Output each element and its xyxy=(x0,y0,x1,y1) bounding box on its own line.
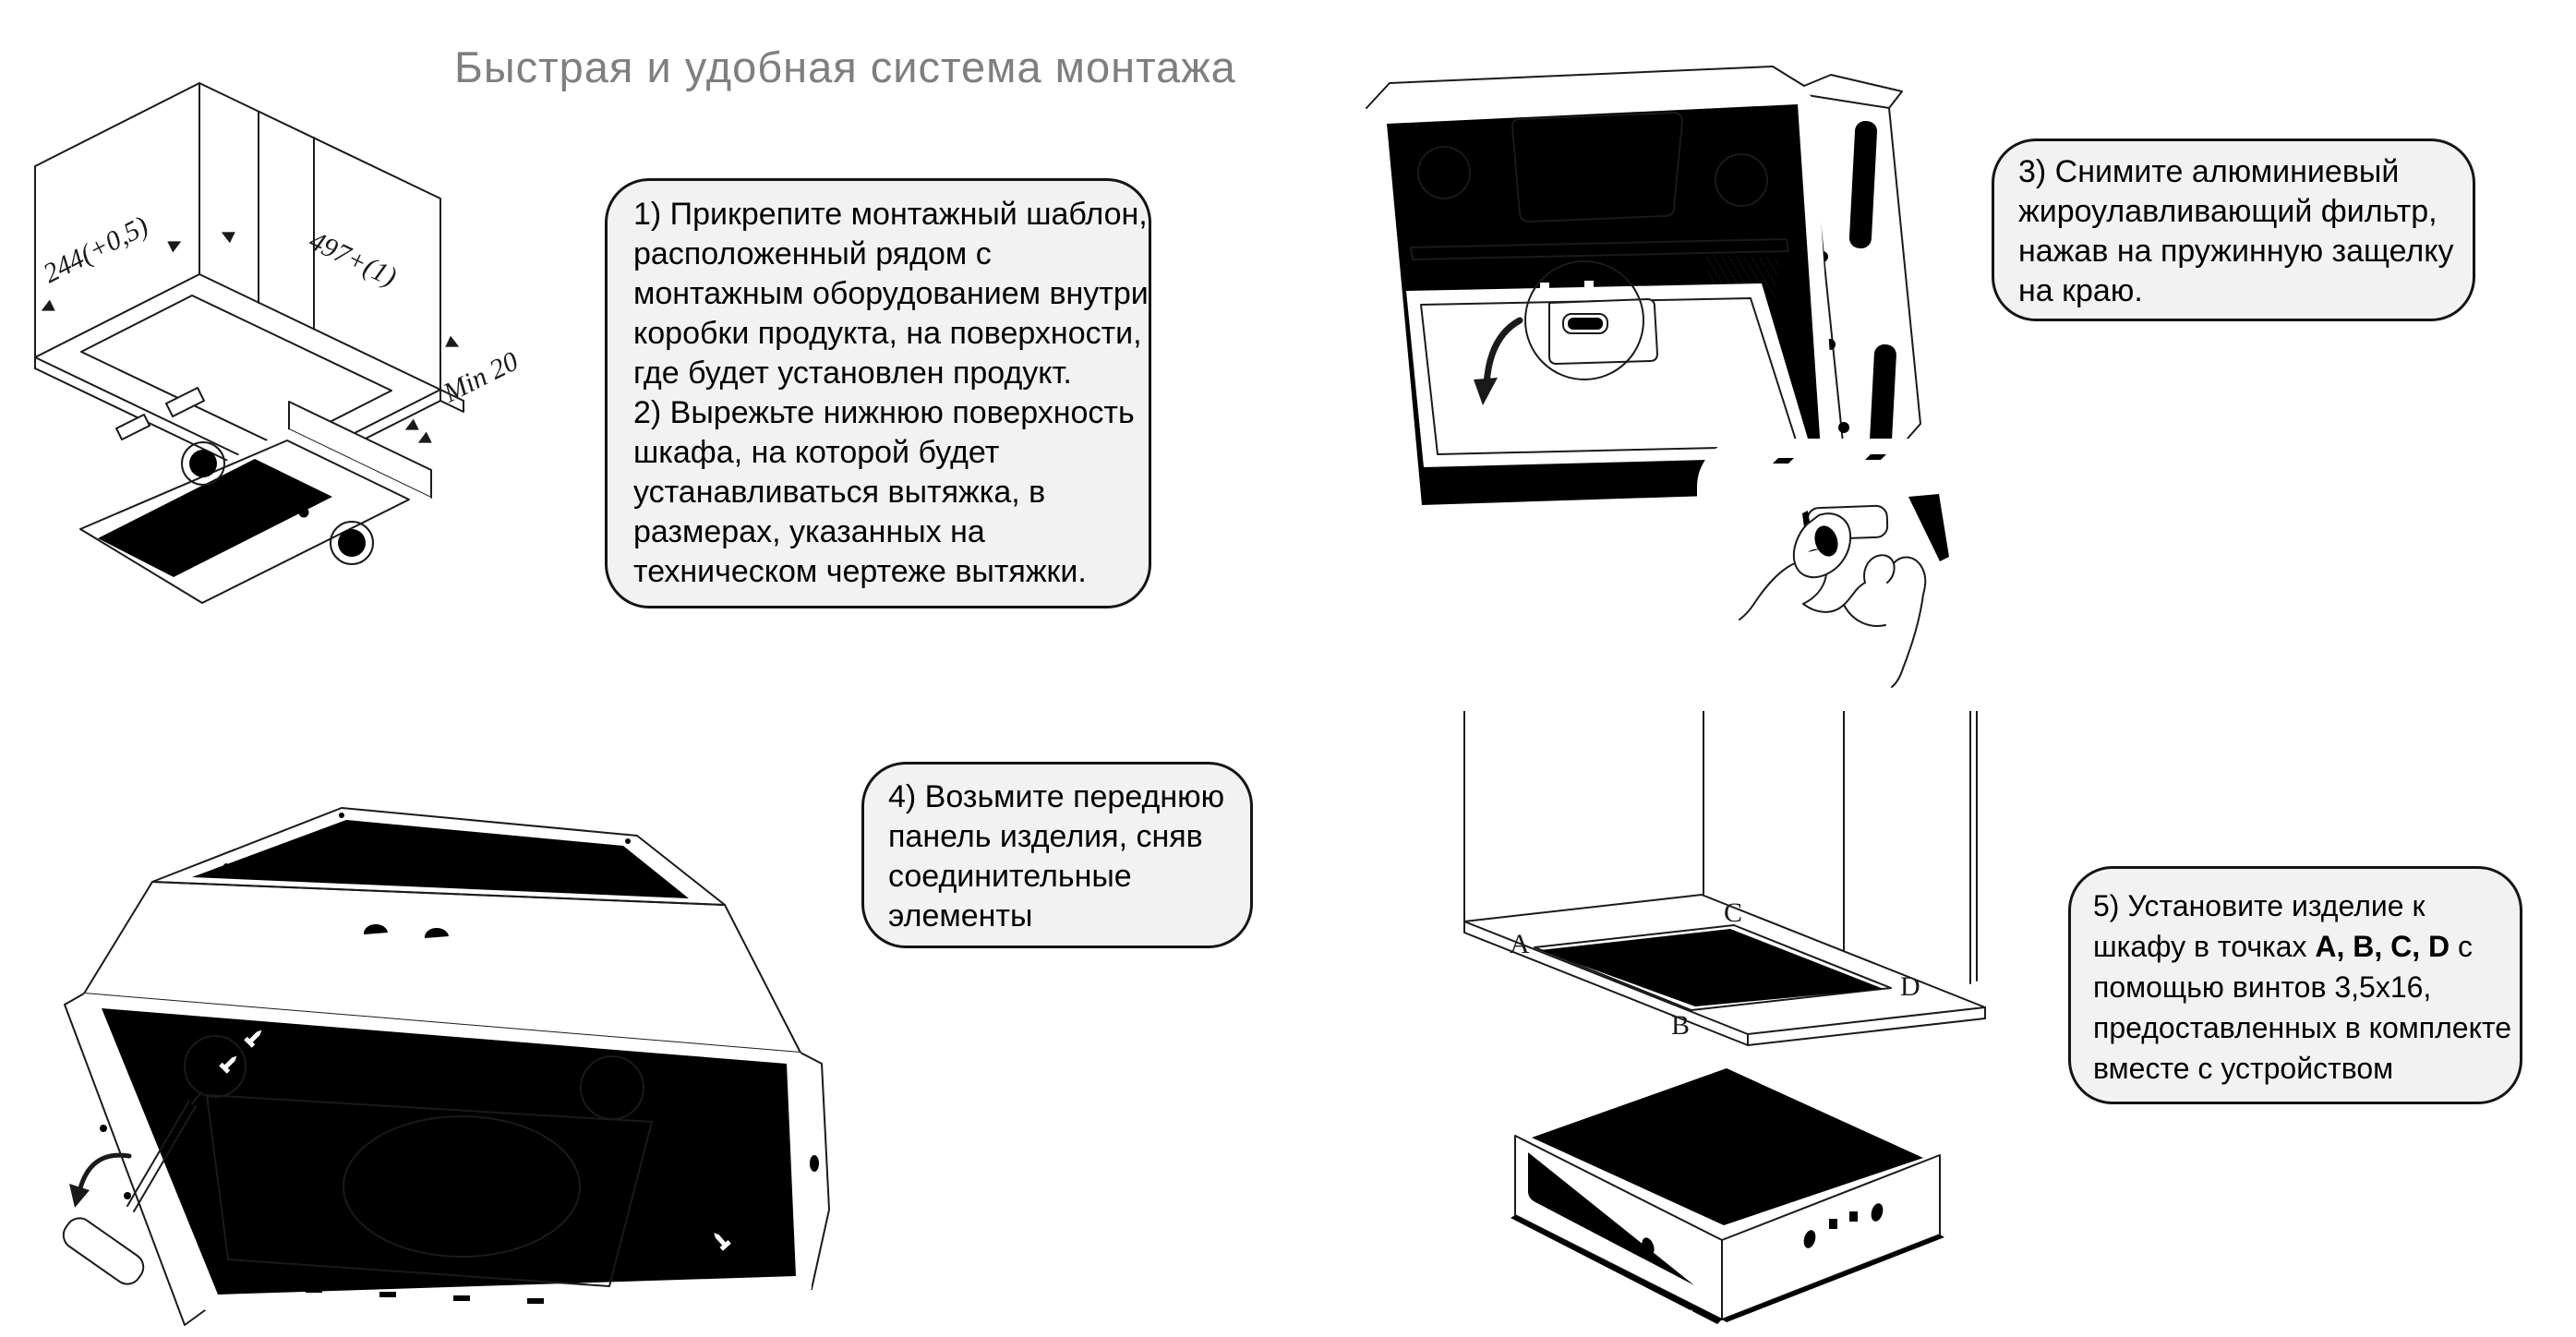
callout-step3 xyxy=(1992,139,2475,321)
callout-line: предоставленных в комплекте xyxy=(2093,1011,2512,1044)
callout-line: помощью винтов 3,5х16, xyxy=(2093,970,2432,1004)
callout-line: коробки продукта, на поверхности, xyxy=(633,316,1142,351)
callout-line: размерах, указанных на xyxy=(633,514,985,549)
callout-step5 xyxy=(2068,866,2522,1104)
dimension-min-gap-label: Min 20 xyxy=(438,345,524,409)
diagram-step4-front-panel xyxy=(37,729,859,1337)
callout-line: расположенный рядом с xyxy=(633,236,992,271)
hood-top-lid xyxy=(152,808,725,905)
callout-text: шкафу в точках xyxy=(2093,930,2316,963)
callout-line: панель изделия, сняв xyxy=(888,819,1203,854)
callout-line: где будет установлен продукт. xyxy=(633,355,1072,391)
cutout-outline xyxy=(1535,925,1891,1010)
diagram-step3-filter-removal xyxy=(1339,32,2040,711)
page-title: Быстрая и удобная система монтажа xyxy=(454,42,1236,91)
callout-line: 3) Снимите алюминиевый xyxy=(2018,154,2400,189)
callout-line: техническом чертеже вытяжки. xyxy=(633,554,1087,589)
callout-step4 xyxy=(861,762,1253,948)
callout-line: вместе с устройством xyxy=(2093,1052,2394,1085)
dimension-width-label: 497+(1) xyxy=(304,224,402,293)
callout-line: 5) Установите изделие к xyxy=(2093,889,2426,922)
point-a-label: A xyxy=(1510,929,1530,959)
callout-step1-2 xyxy=(605,178,1151,608)
hood-housing xyxy=(1511,1057,1944,1324)
mounting-points-text: A, B, C, D xyxy=(2315,930,2450,963)
callout-line: элементы xyxy=(888,898,1033,933)
callout-line: устанавливаться вытяжка, в xyxy=(633,475,1046,510)
dimension-depth-label: 244(+0,5) xyxy=(38,210,153,290)
callout-line: жироулавливающий фильтр, xyxy=(2018,194,2438,229)
diagram-step5-mounting-points xyxy=(1436,711,2124,1337)
callout-text: с xyxy=(2450,930,2474,963)
diagram-step1-cabinet-cutout xyxy=(28,78,619,725)
callout-line: шкафа, на которой будет xyxy=(633,435,1000,470)
callout-line: соединительные xyxy=(888,859,1132,894)
callout-line: 1) Прикрепите монтажный шаблон, xyxy=(633,197,1148,232)
point-b-label: B xyxy=(1671,1010,1691,1041)
callout-line: 4) Возьмите переднюю xyxy=(888,779,1225,814)
unscrew-arrow-icon xyxy=(69,1155,129,1208)
point-d-label: D xyxy=(1900,971,1920,1002)
callout-line xyxy=(2093,926,2498,967)
callout-line: монтажным оборудованием внутри xyxy=(633,276,1149,311)
callout-line: на краю. xyxy=(2018,273,2143,308)
point-c-label: C xyxy=(1724,897,1743,928)
latch-detail-inset xyxy=(1697,439,2004,688)
callout-line: 2) Вырежьте нижнюю поверхность xyxy=(633,395,1135,430)
callout-line: нажав на пружинную защелку xyxy=(2018,234,2454,269)
